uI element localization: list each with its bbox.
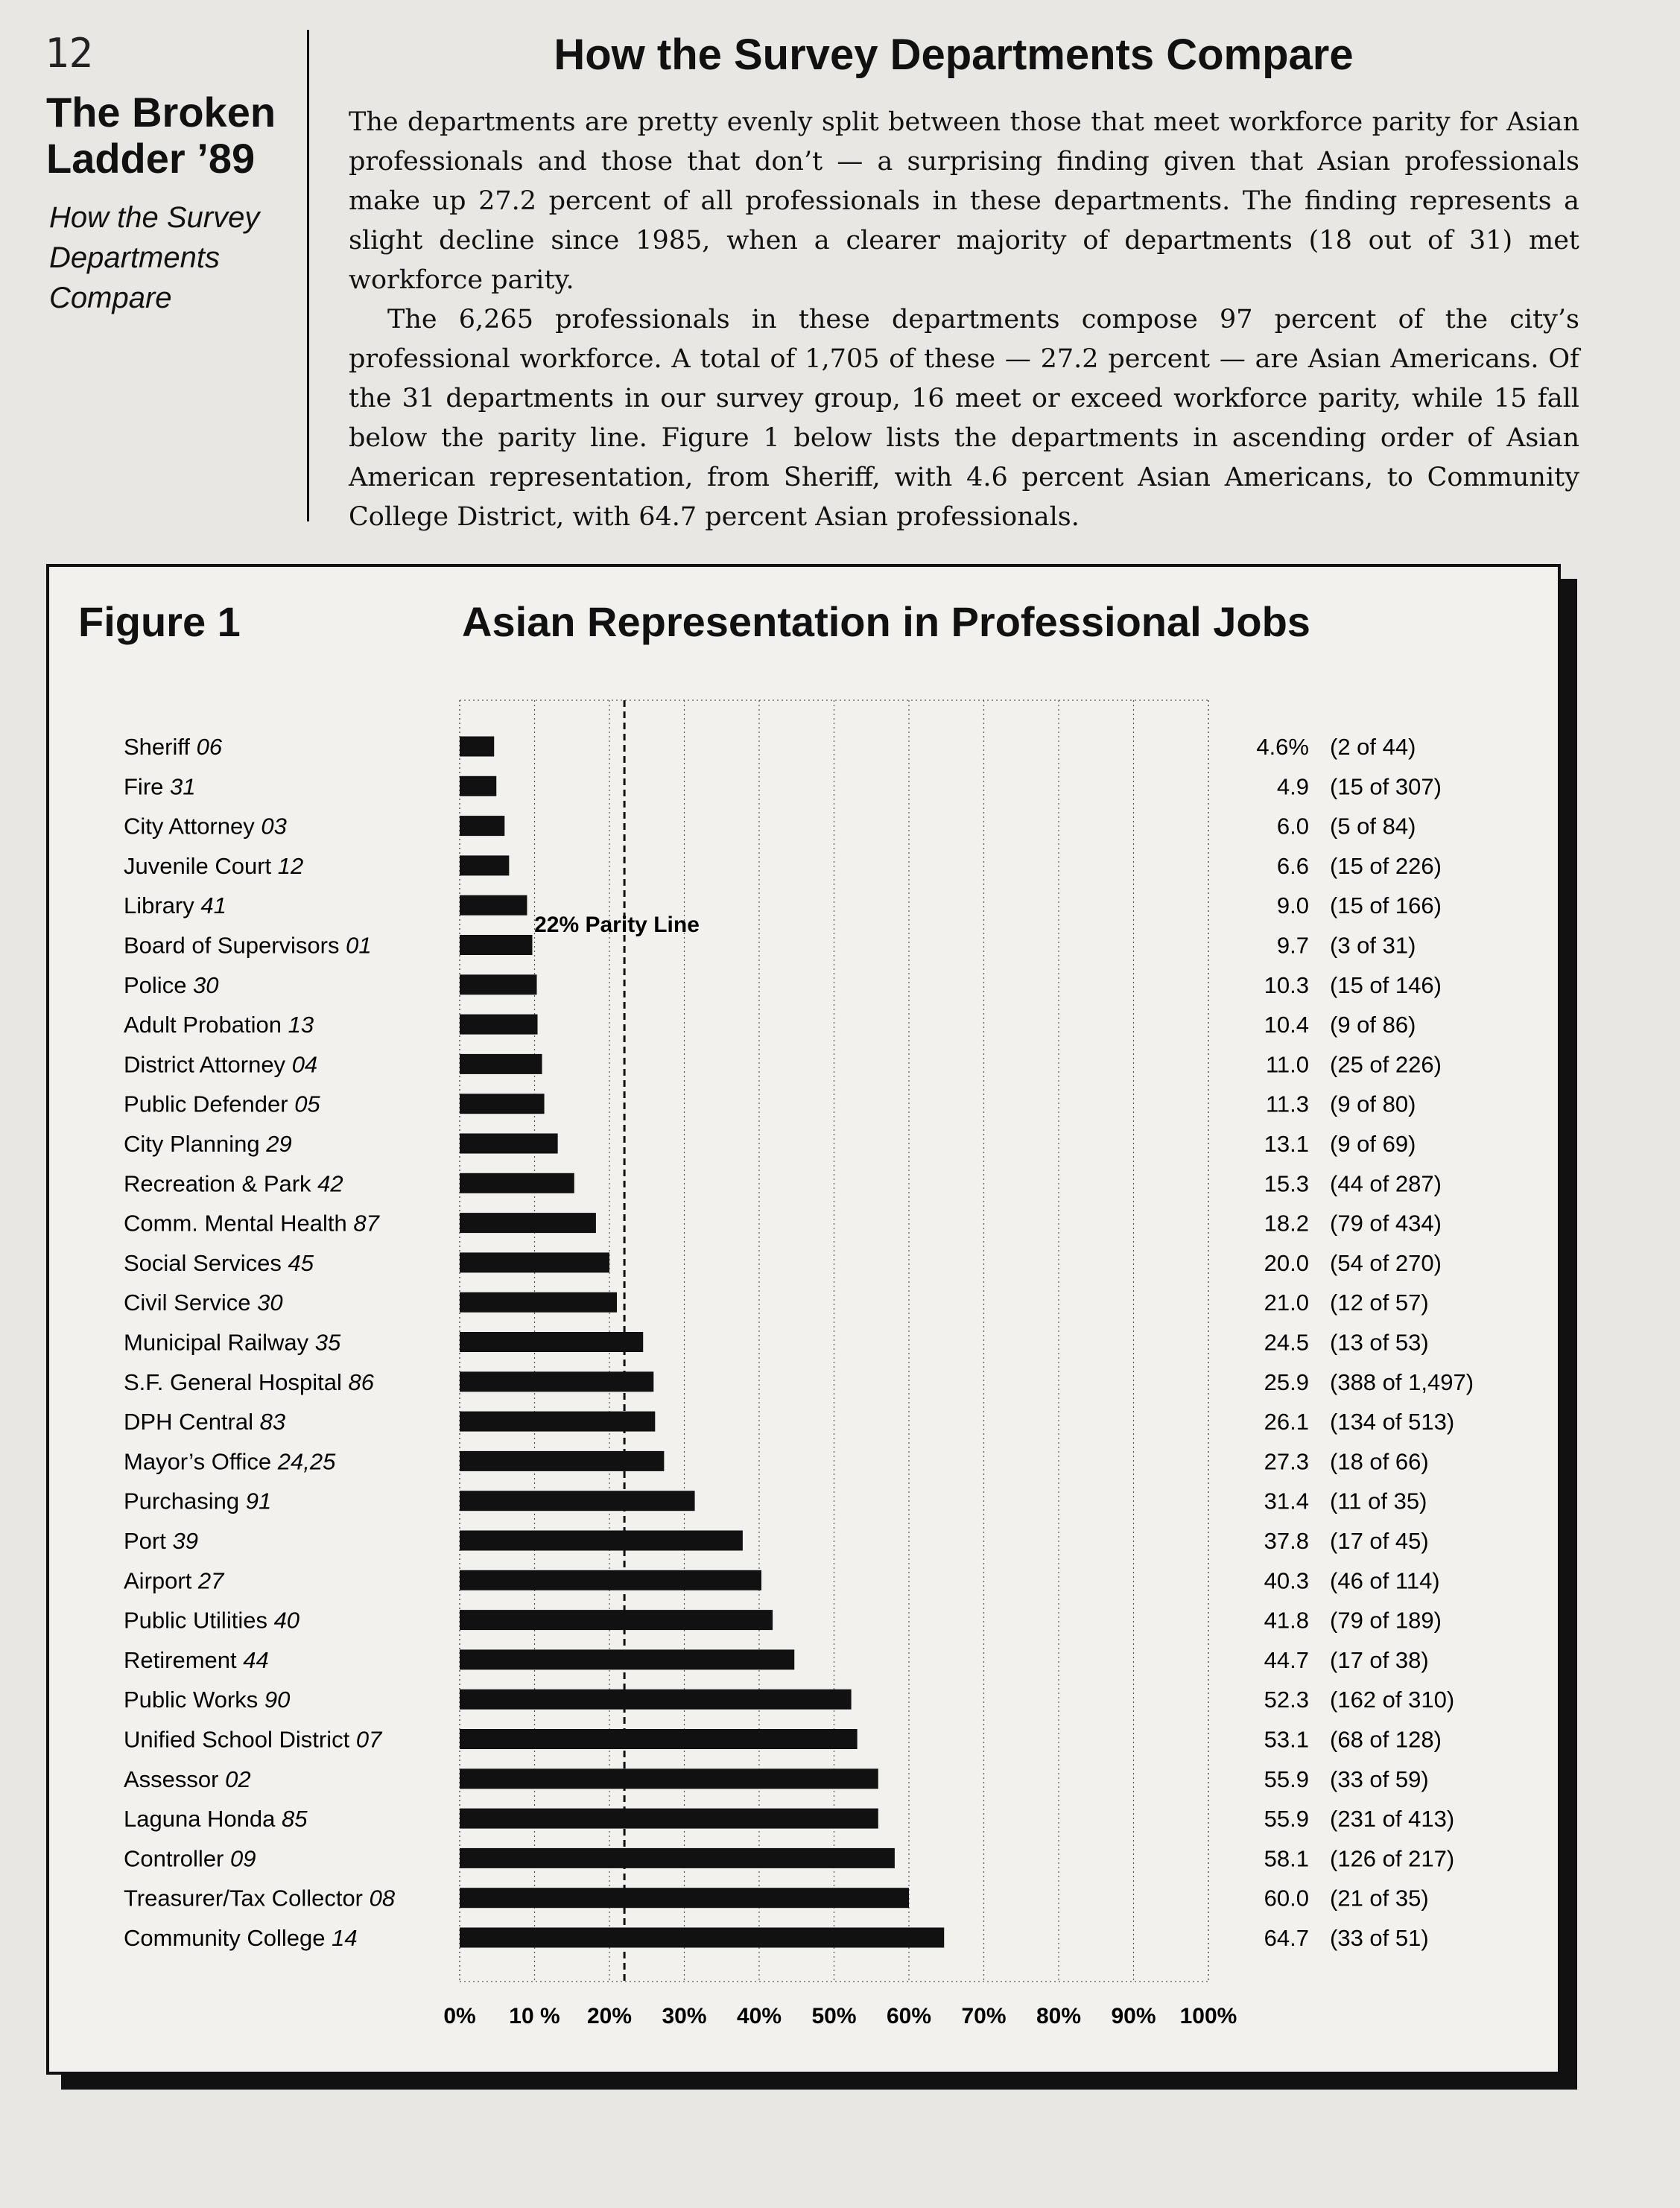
- value-label: 10.3: [1264, 971, 1309, 998]
- department-label: [124, 1250, 314, 1276]
- figure-title: Asian Representation in Professional Jobs: [462, 598, 1310, 645]
- department-name: Police: [124, 971, 194, 998]
- department-code: 12: [277, 852, 304, 879]
- department-name: Mayor’s Office: [124, 1448, 278, 1475]
- department-name: DPH Central: [124, 1409, 260, 1435]
- value-label: 25.9: [1264, 1368, 1309, 1395]
- department-code: 14: [332, 1925, 358, 1951]
- department-code: 29: [266, 1131, 292, 1157]
- department-code: 30: [193, 971, 219, 998]
- department-code: 42: [317, 1170, 343, 1197]
- department-label: [124, 1170, 343, 1196]
- department-name: Board of Supervisors: [124, 932, 346, 959]
- x-tick-label: 80%: [1036, 2004, 1082, 2028]
- department-label: [124, 1448, 336, 1474]
- department-label: [124, 1091, 320, 1117]
- department-name: S.F. General Hospital: [124, 1368, 349, 1395]
- x-tick-label: 20%: [586, 2004, 633, 2028]
- x-tick-label: 50%: [811, 2004, 857, 2028]
- bar: [460, 816, 504, 836]
- count-label: (79 of 434): [1330, 1210, 1442, 1237]
- department-code: 01: [346, 932, 372, 959]
- department-name: Sheriff: [124, 734, 197, 760]
- bar: [460, 1570, 761, 1590]
- department-name: Social Services: [124, 1249, 288, 1276]
- value-label: 6.6: [1276, 852, 1309, 879]
- department-code: 31: [170, 773, 196, 800]
- count-label: (9 of 80): [1330, 1091, 1416, 1117]
- department-label: [124, 1131, 292, 1157]
- department-name: Public Defender: [124, 1091, 295, 1117]
- x-tick-label: 60%: [886, 2004, 932, 2028]
- department-name: Recreation & Park: [124, 1170, 318, 1197]
- department-code: 41: [200, 892, 226, 919]
- department-name: Library: [124, 892, 201, 919]
- value-label: 24.5: [1264, 1329, 1309, 1356]
- count-label: (11 of 35): [1330, 1488, 1427, 1514]
- x-tick-label: 10 %: [509, 2004, 560, 2028]
- department-name: Public Utilities: [124, 1607, 274, 1634]
- bar: [460, 1888, 909, 1908]
- department-label: [124, 1567, 225, 1593]
- count-label: (68 of 128): [1330, 1726, 1442, 1753]
- bar: [460, 776, 496, 796]
- count-label: (231 of 413): [1330, 1806, 1455, 1833]
- department-label: [124, 773, 195, 799]
- count-label: (162 of 310): [1330, 1687, 1455, 1713]
- count-label: (3 of 31): [1330, 932, 1416, 959]
- count-label: (2 of 44): [1330, 734, 1416, 760]
- department-code: 30: [257, 1289, 283, 1316]
- bar: [460, 1094, 545, 1114]
- value-label: 11.3: [1265, 1091, 1309, 1117]
- count-label: (46 of 114): [1330, 1567, 1440, 1594]
- department-name: Juvenile Court: [124, 852, 278, 879]
- department-code: 90: [264, 1687, 291, 1713]
- department-code: 27: [197, 1567, 224, 1594]
- bar: [460, 1412, 655, 1432]
- value-label: 4.6%: [1256, 734, 1309, 760]
- bar: [460, 1928, 944, 1948]
- department-label: [124, 1369, 375, 1395]
- count-label: (15 of 226): [1330, 852, 1442, 879]
- value-label: 55.9: [1264, 1806, 1309, 1833]
- bar: [460, 855, 509, 875]
- bar: [460, 1451, 664, 1471]
- department-label: [124, 1845, 256, 1871]
- department-name: Airport: [124, 1567, 198, 1594]
- side-title: The Broken Ladder ’89: [46, 89, 276, 182]
- department-label: [124, 1289, 283, 1316]
- department-label: [124, 1051, 317, 1077]
- bar: [460, 1292, 617, 1313]
- department-label: [124, 1488, 271, 1514]
- department-name: Municipal Railway: [124, 1329, 315, 1356]
- count-label: (17 of 45): [1330, 1528, 1429, 1554]
- bar: [460, 1848, 895, 1868]
- count-label: (18 of 66): [1330, 1448, 1429, 1475]
- x-tick-label: 70%: [961, 2004, 1007, 2028]
- bar: [460, 1332, 643, 1352]
- count-label: (388 of 1,497): [1330, 1368, 1474, 1395]
- department-code: 08: [369, 1885, 396, 1912]
- department-label: [124, 1687, 290, 1713]
- value-label: 64.7: [1264, 1925, 1309, 1951]
- department-label: [124, 1211, 381, 1237]
- department-code: 39: [172, 1528, 198, 1554]
- department-label: [124, 1806, 308, 1832]
- bar: [460, 1531, 743, 1551]
- department-code: 91: [245, 1488, 272, 1514]
- department-label: [124, 1528, 198, 1554]
- value-label: 31.4: [1264, 1488, 1309, 1514]
- count-label: (44 of 287): [1330, 1170, 1442, 1197]
- value-label: 18.2: [1264, 1210, 1309, 1237]
- value-label: 11.0: [1265, 1051, 1309, 1078]
- department-code: 40: [273, 1607, 300, 1634]
- department-label: [124, 933, 372, 959]
- department-code: 04: [291, 1051, 318, 1078]
- bar: [460, 895, 527, 916]
- department-name: Laguna Honda: [124, 1806, 282, 1833]
- count-label: (13 of 53): [1330, 1329, 1429, 1356]
- count-label: (12 of 57): [1330, 1289, 1429, 1316]
- department-label: [124, 972, 219, 998]
- department-code: 35: [314, 1329, 341, 1356]
- bar: [460, 1610, 773, 1630]
- department-code: 09: [230, 1845, 256, 1872]
- department-name: City Attorney: [124, 813, 261, 840]
- value-label: 41.8: [1264, 1607, 1309, 1634]
- bar: [460, 1690, 852, 1710]
- value-label: 13.1: [1264, 1131, 1309, 1157]
- count-label: (5 of 84): [1330, 813, 1416, 840]
- department-name: Controller: [124, 1845, 230, 1872]
- bar: [460, 1134, 558, 1154]
- value-label: 53.1: [1264, 1726, 1309, 1753]
- count-label: (33 of 51): [1330, 1925, 1429, 1951]
- value-label: 40.3: [1264, 1567, 1309, 1594]
- department-name: Public Works: [124, 1687, 264, 1713]
- department-label: [124, 1608, 299, 1634]
- section-heading: How the Survey Departments Compare: [554, 31, 1354, 79]
- bar: [460, 1054, 542, 1074]
- value-label: 60.0: [1264, 1885, 1309, 1912]
- value-label: 4.9: [1276, 773, 1309, 800]
- department-code: 05: [294, 1091, 320, 1117]
- department-name: Comm. Mental Health: [124, 1210, 354, 1237]
- department-code: 44: [243, 1646, 269, 1673]
- department-code: 06: [196, 734, 223, 760]
- bar: [460, 737, 494, 757]
- value-label: 20.0: [1264, 1249, 1309, 1276]
- x-tick-label: 40%: [736, 2004, 782, 2028]
- department-name: Community College: [124, 1925, 332, 1951]
- department-code: 86: [348, 1368, 375, 1395]
- department-name: Adult Probation: [124, 1012, 288, 1038]
- value-label: 37.8: [1264, 1528, 1309, 1554]
- value-label: 9.7: [1276, 932, 1309, 959]
- bar: [460, 1491, 695, 1511]
- department-name: City Planning: [124, 1131, 267, 1157]
- bar: [460, 1371, 653, 1392]
- x-tick-label: 90%: [1111, 2004, 1156, 2028]
- parity-line-label: 22% Parity Line: [534, 913, 700, 937]
- count-label: (17 of 38): [1330, 1646, 1429, 1673]
- department-label: [124, 1409, 285, 1435]
- department-code: 03: [261, 813, 287, 840]
- bar: [460, 1252, 609, 1272]
- bar: [460, 1173, 574, 1193]
- department-code: 45: [288, 1249, 314, 1276]
- department-name: Civil Service: [124, 1289, 258, 1316]
- intro-paragraph-1: The departments are pretty evenly split between those that meet workforce parity for Asian professionals and those that don’t — a surprising finding given that Asian professionals make up 27.2 percent of all professionals in these departments. The finding represents a slight decline since 1985, when a clearer majority of departments (18 out of 31) met workforce parity.: [349, 107, 1579, 295]
- value-label: 9.0: [1276, 892, 1309, 919]
- value-label: 21.0: [1264, 1289, 1309, 1316]
- x-tick-label: 0%: [443, 2004, 476, 2028]
- department-name: Treasurer/Tax Collector: [124, 1885, 370, 1912]
- department-code: 13: [288, 1012, 314, 1038]
- bar: [460, 974, 537, 994]
- department-code: 07: [355, 1726, 382, 1753]
- value-label: 26.1: [1264, 1409, 1309, 1435]
- bar: [460, 1809, 878, 1829]
- department-label: [124, 734, 223, 760]
- value-label: 55.9: [1264, 1766, 1309, 1792]
- department-label: [124, 853, 303, 879]
- department-name: Port: [124, 1528, 173, 1554]
- x-tick-label: 100%: [1179, 2004, 1237, 2028]
- count-label: (15 of 166): [1330, 892, 1442, 919]
- department-label: [124, 1647, 269, 1673]
- page-number: 12: [45, 30, 94, 77]
- count-label: (21 of 35): [1330, 1885, 1429, 1912]
- x-tick-label: 30%: [662, 2004, 707, 2028]
- value-label: 52.3: [1264, 1687, 1309, 1713]
- bar: [460, 1213, 596, 1233]
- count-label: (126 of 217): [1330, 1845, 1455, 1872]
- department-label: [124, 813, 287, 840]
- bar: [460, 1649, 794, 1669]
- department-label: [124, 1766, 251, 1792]
- department-label: [124, 1925, 358, 1951]
- department-label: [124, 1727, 383, 1753]
- department-name: Purchasing: [124, 1488, 246, 1514]
- department-label: [124, 1885, 396, 1912]
- figure-label: Figure 1: [78, 598, 241, 645]
- count-label: (79 of 189): [1330, 1607, 1442, 1634]
- department-label: [124, 892, 226, 919]
- department-code: 02: [225, 1766, 251, 1792]
- department-code: 85: [282, 1806, 308, 1833]
- count-label: (33 of 59): [1330, 1766, 1429, 1792]
- value-label: 44.7: [1264, 1646, 1309, 1673]
- count-label: (15 of 146): [1330, 971, 1442, 998]
- value-label: 10.4: [1264, 1012, 1309, 1038]
- department-name: Retirement: [124, 1646, 244, 1673]
- department-name: Assessor: [124, 1766, 226, 1792]
- count-label: (9 of 69): [1330, 1131, 1416, 1157]
- department-label: [124, 1012, 314, 1038]
- department-label: [124, 1330, 341, 1356]
- count-label: (134 of 513): [1330, 1409, 1455, 1435]
- count-label: (25 of 226): [1330, 1051, 1442, 1078]
- department-name: District Attorney: [124, 1051, 292, 1078]
- value-label: 15.3: [1264, 1170, 1309, 1197]
- department-name: Fire: [124, 773, 170, 800]
- value-label: 27.3: [1264, 1448, 1309, 1475]
- count-label: (15 of 307): [1330, 773, 1442, 800]
- bar: [460, 1768, 878, 1789]
- bar: [460, 1015, 538, 1035]
- bar: [460, 935, 532, 955]
- intro-paragraph-2: The 6,265 professionals in these departments compose 97 percent of the city’s professional workforce. A total of 1,705 of these — 27.2 percent — are Asian Americans. Of the 31 departments in our survey group, 16 meet or exceed workforce parity, while 15 fall below the parity line. Figure 1 below lists the departments in ascending order of Asian American representation, from Sheriff, with 4.6 percent Asian Americans, to Community College District, with 64.7 percent Asian professionals.: [349, 305, 1579, 532]
- department-code: 24,25: [277, 1448, 336, 1475]
- department-code: 83: [259, 1409, 286, 1435]
- count-label: (54 of 270): [1330, 1249, 1442, 1276]
- department-name: Unified School District: [124, 1726, 356, 1753]
- value-label: 6.0: [1276, 813, 1309, 840]
- department-code: 87: [353, 1210, 379, 1237]
- side-subtitle: How the Survey Departments Compare: [49, 201, 260, 314]
- count-label: (9 of 86): [1330, 1012, 1416, 1038]
- value-label: 58.1: [1264, 1845, 1309, 1872]
- bar: [460, 1729, 858, 1749]
